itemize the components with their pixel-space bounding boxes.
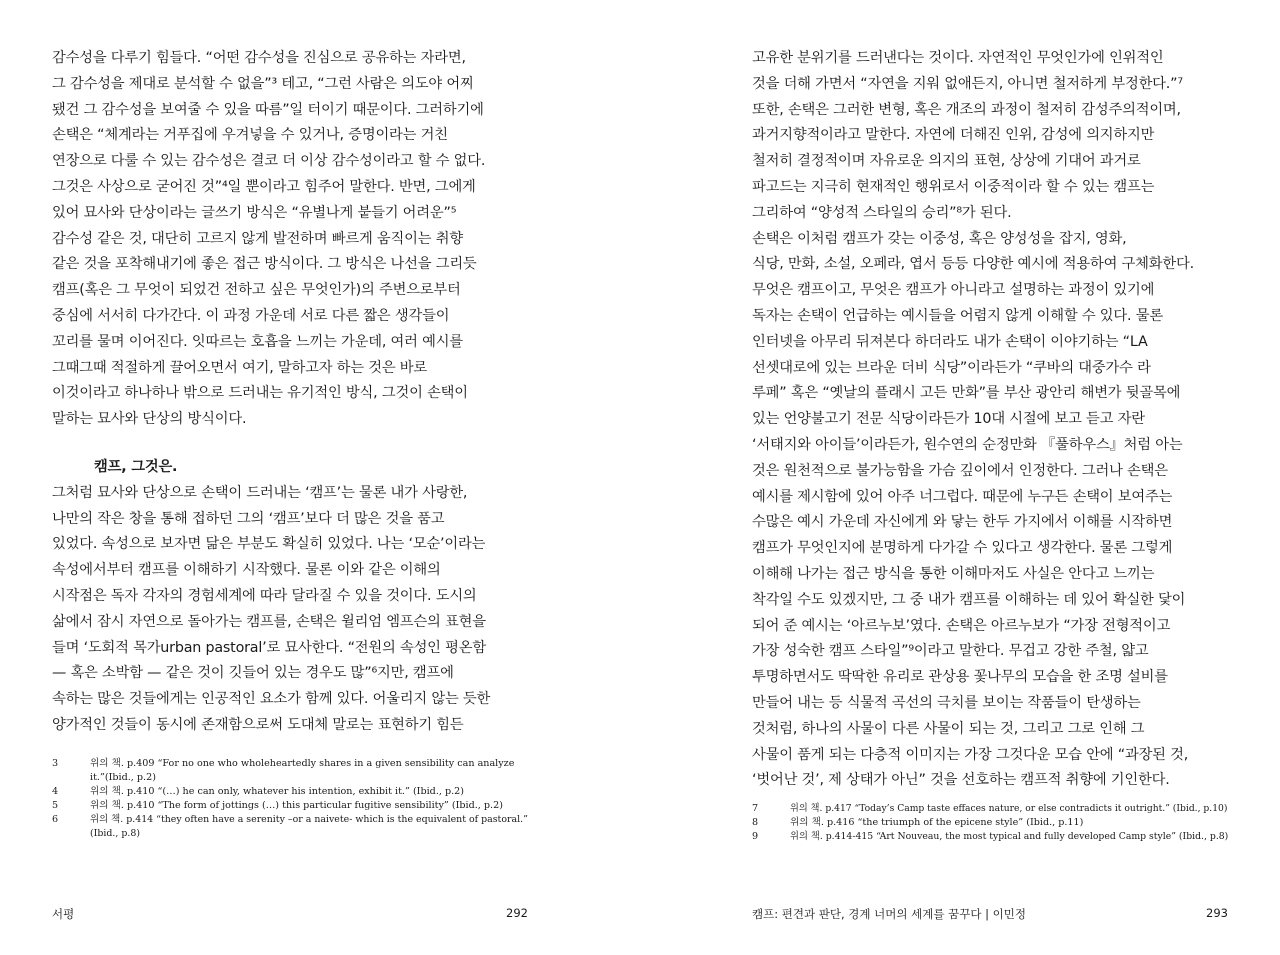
footnote-text [90, 799, 503, 813]
right-page [640, 0, 1280, 955]
text-line: 그처럼 묘사와 단상으로 손택이 드러내는 ‘캠프’는 물론 내가 사랑한, [52, 484, 468, 501]
footnote-line: 위의 책. p.410 “(…) he can only, whatever his intention, exhibit it.” (Ibid., p.2) [90, 786, 465, 797]
text-line: 수많은 예시 가운데 자신에게 와 닿는 한두 가지에서 이해를 시작하면 [752, 514, 1173, 531]
section-gap [52, 433, 528, 455]
text-line: 되어 준 예시는 ‘아르누보’였다. 손택은 아르누보가 “가장 전형적이고 [752, 617, 1171, 634]
text-line: 그 감수성을 제대로 분석할 수 없을”³ 테고, “그런 사람은 의도야 어찌 [52, 75, 474, 92]
text-line: 양가적인 것들이 동시에 존재함으로써 도대체 말로는 표현하기 힘든 [52, 716, 464, 733]
footnote-line: 위의 책. p.414-415 “Art Nouveau, the most typical and fully developed Camp style” (Ibid., p.8) [790, 831, 1229, 842]
text-line: 속하는 많은 것들에게는 인공적인 요소가 함께 있다. 어울리지 않는 듯한 [52, 691, 491, 708]
text-line: 캠프(혹은 그 무엇이 되었건 전하고 싶은 무엇인가)의 주변으로부터 [52, 282, 461, 299]
footnote-line: 위의 책. p.414 “they often have a serenity –or a naivete- which is the equivalent of pastoral.” [90, 814, 528, 825]
text-line: 식당, 만화, 소설, 오페라, 엽서 등등 다양한 예시에 적용하여 구체화한다. [752, 256, 1194, 273]
footnote [752, 830, 1228, 844]
footnote-number: 3 [52, 758, 59, 769]
footnote-number: 9 [752, 831, 759, 842]
footnote-number: 6 [52, 814, 59, 825]
text-line: 철저히 결정적이며 자유로운 의지의 표현, 상상에 기대어 과거로 [752, 153, 1141, 170]
right-footer [752, 906, 1228, 922]
left-footer [52, 906, 528, 922]
text-line: 그것은 사상으로 굳어진 것”⁴일 뿐이라고 힘주어 말한다. 반면, 그에게 [52, 178, 476, 195]
text-line: 됐건 그 감수성을 보여줄 수 있을 따름”일 터이기 때문이다. 그러하기에 [52, 101, 484, 118]
text-line: 캠프가 무엇인지에 분명하게 다가갈 수 있다고 생각한다. 물론 그렇게 [752, 540, 1173, 557]
footnote-line: 위의 책. p.410 “The form of jottings (…) this particular fugitive sensibility” (Ibid., p.2) [90, 800, 503, 811]
footnote-line: 위의 책. p.416 “the triumph of the epicene style” (Ibid., p.11) [790, 817, 1084, 828]
text-line: 말하는 묘사와 단상의 방식이다. [52, 411, 247, 428]
text-line: 들며 ‘도회적 목가urban pastoral’로 묘사한다. “전원의 속성인 평온함 [52, 639, 486, 656]
text-line: 예시를 제시함에 있어 아주 너그럽다. 때문에 누구든 손택이 보여주는 [752, 488, 1173, 505]
text-line: 있어 묘사와 단상이라는 글쓰기 방식은 “유별나게 붙들기 어려운”⁵ [52, 204, 457, 221]
text-line: 그리하여 “양성적 스타일의 승리”⁸가 된다. [752, 204, 1012, 221]
footnote-line: (Ibid., p.8) [90, 828, 141, 839]
text-line: 가장 성숙한 캠프 스타일”⁹이라고 말한다. 무겁고 강한 주철, 얇고 [752, 643, 1149, 660]
right-footnotes [752, 802, 1228, 844]
text-line: 것은 원천적으로 불가능함을 가슴 깊이에서 인정한다. 그러나 손택은 [752, 462, 1168, 479]
right-body-text [752, 46, 1228, 794]
footnote-line: 위의 책. p.409 “For no one who wholeheartedly shares in a given sensibility can analyze [90, 758, 515, 769]
text-line: 루페” 혹은 “옛날의 플래시 고든 만화”를 부산 광안리 해변가 뒷골목에 [752, 385, 1181, 402]
text-line: 과거지향적이라고 말한다. 자연에 더해진 인위, 감성에 의지하지만 [752, 127, 1155, 144]
footnote-text [90, 813, 537, 841]
footnote-number: 7 [752, 803, 759, 814]
footer-title: 캠프: 편견과 판단, 경계 너머의 세계를 꿈꾸다 | 이민정 [752, 907, 1026, 921]
footer-title: 서평 [52, 907, 75, 921]
text-line: 꼬리를 물며 이어진다. 잇따르는 호흡을 느끼는 가운데, 여러 예시를 [52, 333, 463, 350]
text-line: 나만의 작은 창을 통해 접하던 그의 ‘캠프’보다 더 많은 것을 품고 [52, 510, 445, 527]
text-line: 또한, 손택은 그러한 변형, 혹은 개조의 과정이 철저히 감성주의적이며, [752, 101, 1181, 118]
text-line: ‘서태지와 아이들’이라든가, 원수연의 순정만화 『풀하우스』처럼 아는 [752, 436, 1183, 453]
text-line: 투명하면서도 딱딱한 유리로 관상용 꽃나무의 모습을 한 조명 설비를 [752, 669, 1168, 686]
text-line: 손택은 “체계라는 거푸집에 우겨넣을 수 있거나, 증명이라는 거친 [52, 127, 448, 144]
text-line: 속성에서부터 캠프를 이해하기 시작했다. 물론 이와 같은 이해의 [52, 562, 441, 579]
text-line: 파고드는 지극히 현재적인 행위로서 이중적이라 할 수 있는 캠프는 [752, 178, 1155, 195]
text-line: — 혹은 소박함 — 같은 것이 깃들어 있는 경우도 많”⁶지만, 캠프에 [52, 665, 454, 682]
footnote-number: 8 [752, 817, 759, 828]
page-number: 293 [1206, 906, 1228, 920]
text-line: 이것이라고 하나하나 밖으로 드러내는 유기적인 방식, 그것이 손택이 [52, 385, 468, 402]
text-line: 있는 언양불고기 전문 식당이라든가 10대 시절에 보고 듣고 자란 [752, 411, 1145, 428]
footnote [52, 799, 528, 813]
text-line: 감수성을 다루기 힘들다. “어떤 감수성을 진심으로 공유하는 자라면, [52, 50, 466, 66]
left-body-text [52, 46, 528, 739]
page-number: 292 [506, 906, 528, 920]
text-line: 고유한 분위기를 드러낸다는 것이다. 자연적인 무엇인가에 인위적인 [752, 50, 1164, 66]
section-heading: 캠프, 그것은. [94, 458, 178, 475]
text-line: 것을 더해 가면서 “자연을 지워 없애든지, 아니면 철저하게 부정한다.”⁷ [752, 75, 1183, 92]
footnote-line: it.”(Ibid., p.2) [90, 772, 156, 783]
text-line: 그때그때 적절하게 끌어오면서 여기, 말하고자 하는 것은 바로 [52, 359, 428, 376]
text-line: 인터넷을 아무리 뒤져본다 하더라도 내가 손택이 이야기하는 “LA [752, 333, 1148, 350]
text-line: 착각일 수도 있겠지만, 그 중 내가 캠프를 이해하는 데 있어 확실한 닻이 [752, 591, 1186, 608]
footnote-number: 5 [52, 800, 59, 811]
footnote [52, 813, 528, 841]
text-line: 있었다. 속성으로 보자면 닮은 부분도 확실히 있었다. 나는 ‘모순’이라는 [52, 536, 486, 553]
footnote-text [790, 802, 1248, 816]
footnote-text [90, 785, 464, 799]
text-line: 선셋대로에 있는 브라운 더비 식당”이라든가 “쿠바의 대중가수 라 [752, 359, 1151, 376]
text-line: 감수성 같은 것, 대단히 고르지 않게 발전하며 빠르게 움직이는 취향 [52, 230, 463, 247]
footnote [752, 802, 1228, 816]
text-line: 이해해 나가는 접근 방식을 통한 이해마저도 사실은 안다고 느끼는 [752, 565, 1155, 582]
left-footnotes [52, 757, 528, 841]
text-line: 사물이 품게 되는 다층적 이미지는 가장 그것다운 모습 안에 “과장된 것, [752, 746, 1189, 763]
footnote-text [90, 757, 514, 785]
footnote-line: 위의 책. p.417 “Today’s Camp taste effaces nature, or else contradicts it outright.” (Ibid., p.10) [790, 803, 1228, 814]
text-line: 무엇은 캠프이고, 무엇은 캠프가 아니라고 설명하는 과정이 있기에 [752, 282, 1155, 299]
text-line: 삶에서 잠시 자연으로 돌아가는 캠프를, 손택은 윌리엄 엠프슨의 표현을 [52, 613, 486, 630]
text-line: ‘벗어난 것’, 제 상태가 아닌” 것을 선호하는 캠프적 취향에 기인한다. [752, 772, 1170, 789]
text-line: 손택은 이처럼 캠프가 갖는 이중성, 혹은 양성성을 잡지, 영화, [752, 230, 1127, 247]
footnote-text [790, 816, 1083, 830]
footnote [52, 757, 528, 785]
footnote [752, 816, 1228, 830]
text-line: 만들어 내는 등 식물적 곡선의 극치를 보이는 작품들이 탄생하는 [752, 694, 1141, 711]
text-line: 시작점은 독자 각자의 경험세계에 따라 달라질 수 있을 것이다. 도시의 [52, 587, 477, 604]
footnote [52, 785, 528, 799]
text-line: 독자는 손택이 언급하는 예시들을 어렴지 않게 이해할 수 있다. 물론 [752, 307, 1163, 324]
text-line: 것처럼, 하나의 사물이 다른 사물이 되는 것, 그리고 그로 인해 그 [752, 720, 1145, 737]
text-line: 중심에 서서히 다가간다. 이 과정 가운데 서로 다른 짧은 생각들이 [52, 307, 450, 324]
footnote-text [790, 830, 1243, 844]
footnote-number: 4 [52, 786, 59, 797]
text-line: 같은 것을 포착해내기에 좋은 접근 방식이다. 그 방식은 나선을 그리듯 [52, 256, 477, 273]
text-line: 연장으로 다룰 수 있는 감수성은 결코 더 이상 감수성이라고 할 수 없다. [52, 153, 486, 170]
